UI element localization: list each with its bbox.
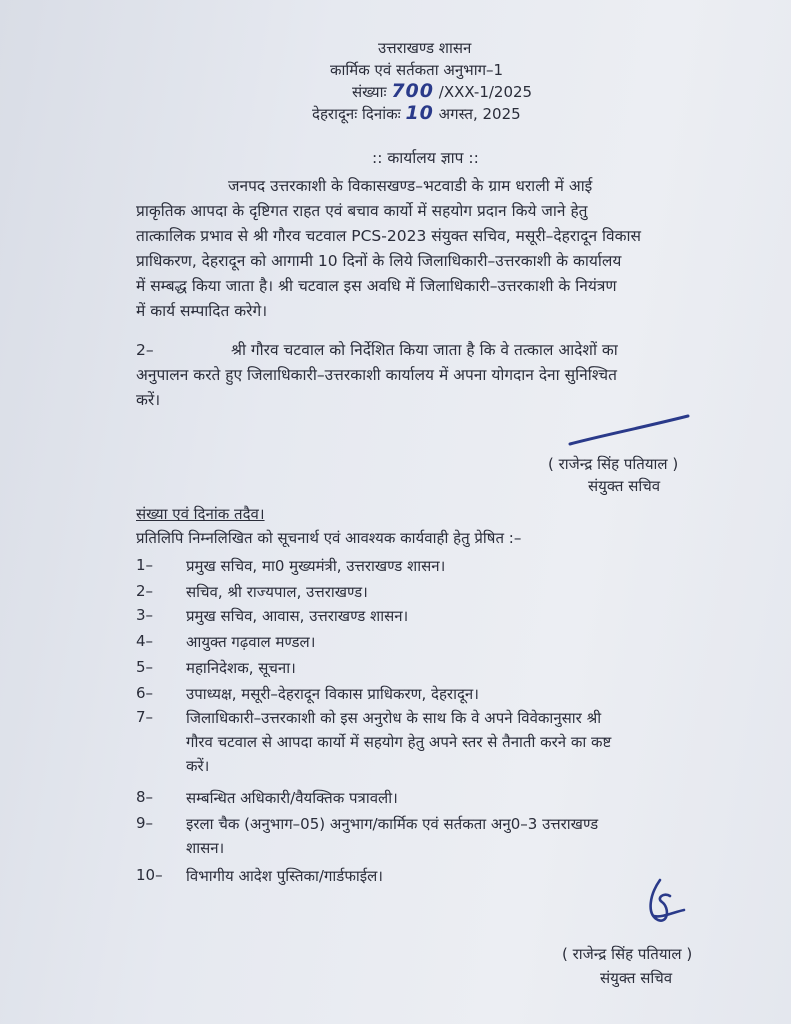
list-item: विभागीय आदेश पुस्तिका/गार्डफाईल।	[186, 867, 383, 885]
paragraph-line: में सम्बद्ध किया जाता है। श्री चटवाल इस अवधि में जिलाधिकारी–उत्तरकाशी के नियंत्रण	[136, 277, 617, 295]
paragraph-line: तात्कालिक प्रभाव से श्री गौरव चटवाल PCS-2023 संयुक्त सचिव, मसूरी–देहरादून विकास	[136, 227, 642, 245]
signature-stroke-1	[560, 410, 700, 450]
list-item: उपाध्यक्ष, मसूरी–देहरादून विकास प्राधिकरण, देहरादून।	[186, 685, 479, 703]
list-item: शासन।	[186, 839, 225, 857]
list-item-number: 5–	[136, 658, 154, 676]
signatory-name-2: ( राजेन्द्र सिंह पतियाल )	[562, 945, 693, 963]
list-item-number: 10–	[136, 866, 163, 884]
list-item: प्रमुख सचिव, आवास, उत्तराखण्ड शासन।	[186, 607, 409, 625]
list-item: सचिव, श्री राज्यपाल, उत्तराखण्ड।	[186, 583, 368, 601]
list-item-number: 6–	[136, 684, 154, 702]
paragraph-line: प्राधिकरण, देहरादून को आगामी 10 दिनों के लिये जिलाधिकारी–उत्तरकाशी के कार्यालय	[136, 252, 622, 270]
list-item: महानिदेशक, सूचना।	[186, 659, 296, 677]
copy-heading: संख्या एवं दिनांक तदैव।	[136, 505, 265, 523]
list-item: इरला चैक (अनुभाग–05) अनुभाग/कार्मिक एवं सर्तकता अनु0–3 उत्तराखण्ड	[186, 815, 599, 833]
page-title: :: कार्यालय ज्ञाप ::	[372, 149, 479, 167]
list-item: सम्बन्धित अधिकारी/वैयक्तिक पत्रावली।	[186, 789, 398, 807]
date-suffix: अगस्त, 2025	[438, 105, 521, 123]
list-item: आयुक्त गढ़वाल मण्डल।	[186, 633, 316, 651]
list-item: जिलाधिकारी–उत्तरकाशी को इस अनुरोध के साथ कि वे अपने विवेकानुसार श्री	[186, 709, 602, 727]
handwritten-number: 700	[391, 80, 434, 102]
letter-number	[352, 80, 532, 102]
list-item-number: 1–	[136, 556, 154, 574]
place-date	[312, 102, 521, 124]
paragraph-line: जनपद उत्तरकाशी के विकासखण्ड–भटवाडी के ग्राम धराली में आई	[228, 177, 593, 195]
place-date-label: देहरादूनः दिनांकः	[312, 105, 401, 123]
signatory-designation-1: संयुक्त सचिव	[588, 477, 661, 495]
department-name: कार्मिक एवं सर्तकता अनुभाग–1	[330, 61, 504, 79]
list-item: गौरव चटवाल से आपदा कार्यो में सहयोग हेतु अपने स्तर से तैनाती करने का कष्ट	[186, 733, 612, 751]
number-suffix: /XXX-1/2025	[438, 83, 533, 101]
copy-intro: प्रतिलिपि निम्नलिखित को सूचनार्थ एवं आवश्यक कार्यवाही हेतु प्रेषित :–	[136, 529, 522, 547]
list-item-number: 2–	[136, 582, 154, 600]
paragraph-1	[136, 174, 736, 324]
number-label: संख्याः	[352, 83, 387, 101]
handwritten-date: 10	[405, 102, 434, 124]
signature-stroke-2	[640, 874, 690, 934]
list-item-number: 9–	[136, 814, 154, 832]
list-item-number: 3–	[136, 606, 154, 624]
paragraph-line: में कार्य सम्पादित करेगे।	[136, 302, 268, 320]
list-item: प्रमुख सचिव, मा0 मुख्यमंत्री, उत्तराखण्ड शासन।	[186, 557, 446, 575]
list-item-number: 8–	[136, 788, 154, 806]
paragraph-line: करें।	[136, 391, 161, 409]
signatory-designation-2: संयुक्त सचिव	[600, 969, 673, 987]
paragraph-line: प्राकृतिक आपदा के दृष्टिगत राहत एवं बचाव कार्यो में सहयोग प्रदान किये जाने हेतु	[136, 202, 588, 220]
list-item-number: 7–	[136, 708, 154, 726]
list-item-number: 4–	[136, 632, 154, 650]
paragraph-line: श्री गौरव चटवाल को निर्देशित किया जाता है कि वे तत्काल आदेशों का	[231, 341, 618, 359]
signatory-name-1: ( राजेन्द्र सिंह पतियाल )	[548, 455, 679, 473]
paragraph-2-number: 2–	[136, 341, 154, 359]
paragraph-line: अनुपालन करते हुए जिलाधिकारी–उत्तरकाशी कार्यालय में अपना योगदान देना सुनिश्चित	[136, 366, 617, 384]
government-name: उत्तराखण्ड शासन	[378, 39, 472, 57]
list-item: करें।	[186, 757, 210, 775]
paragraph-2	[136, 338, 740, 413]
